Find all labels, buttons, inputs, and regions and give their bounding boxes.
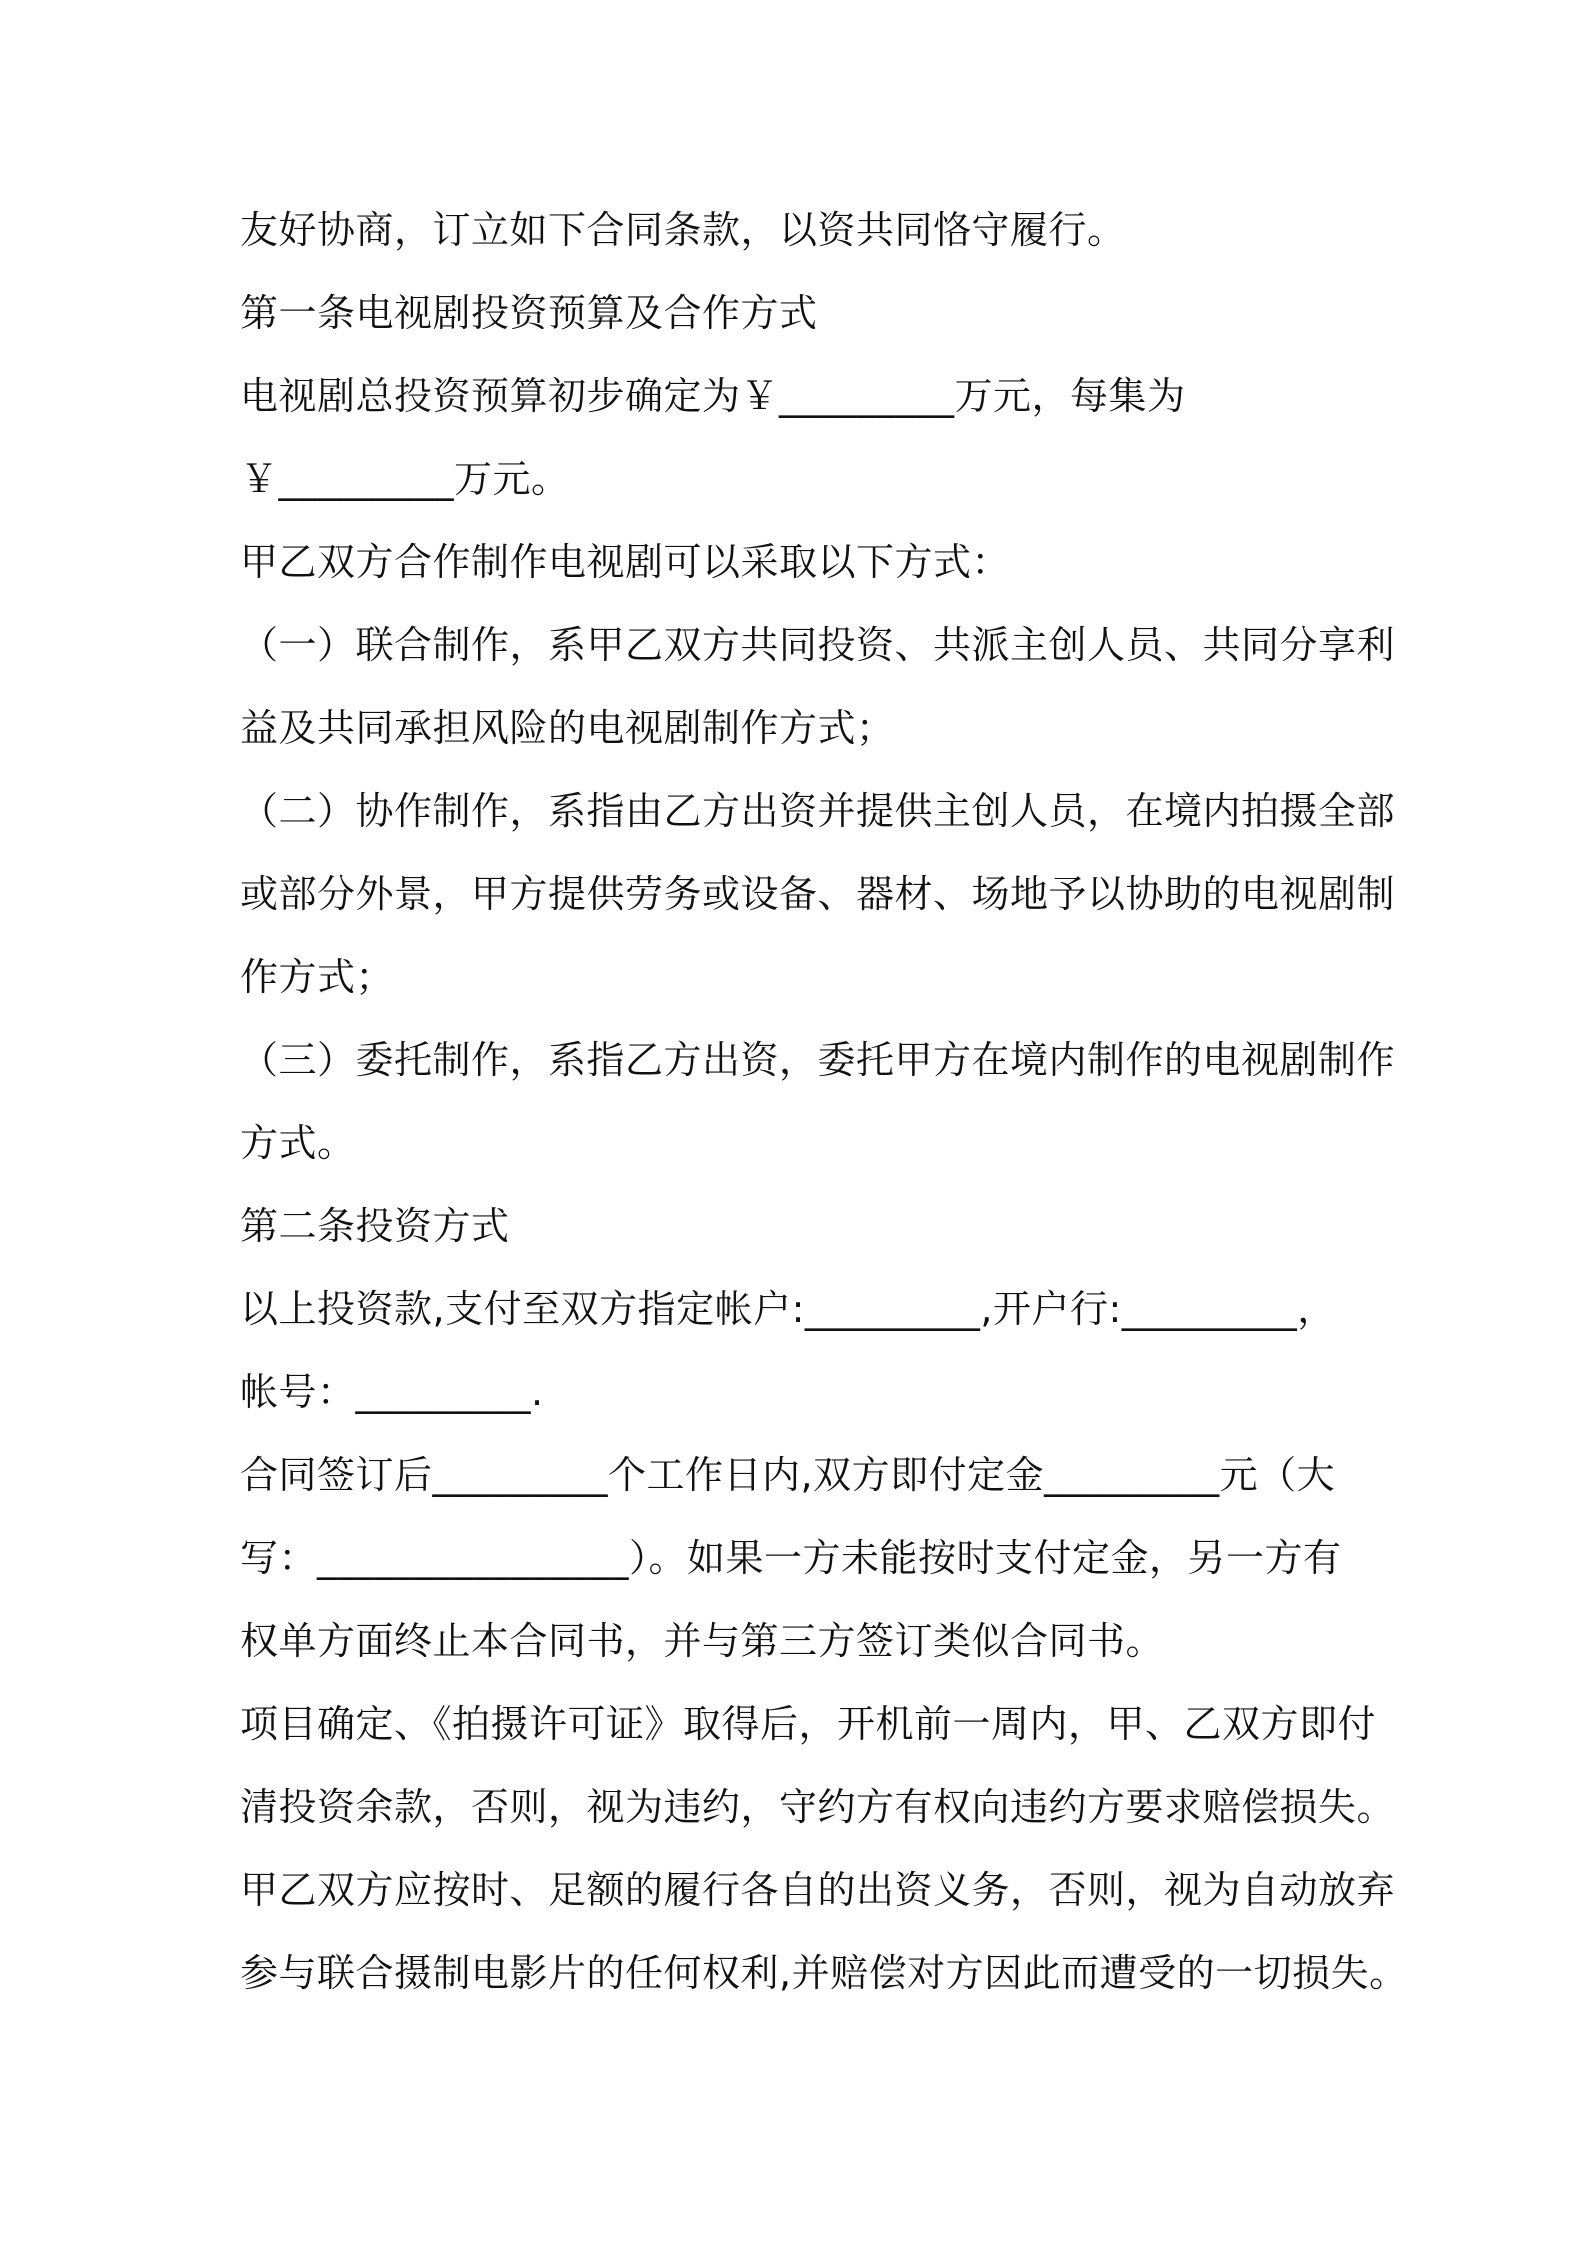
text-line: 电视剧总投资预算初步确定为￥_________万元，每集为 bbox=[240, 374, 1186, 418]
text-line: 写：________________）。如果一方未能按时支付定金，另一方有 bbox=[240, 1536, 1342, 1580]
text-line: 方式。 bbox=[240, 1121, 356, 1165]
text-line: 或部分外景，甲方提供劳务或设备、器材、场地予以协助的电视剧制 bbox=[240, 872, 1396, 916]
text-line: 参与联合摄制电影片的任何权利,并赔偿对方因此而遭受的一切损失。 bbox=[240, 1951, 1408, 1995]
text-line: 甲乙双方合作制作电视剧可以采取以下方式： bbox=[240, 540, 1011, 584]
text-line: 权单方面终止本合同书，并与第三方签订类似合同书。 bbox=[240, 1619, 1165, 1663]
section-heading: 第一条电视剧投资预算及合作方式 bbox=[240, 291, 818, 335]
text-line: ￥_________万元。 bbox=[240, 457, 570, 501]
text-line: 友好协商，订立如下合同条款，以资共同恪守履行。 bbox=[240, 208, 1126, 252]
text-line: 项目确定、《拍摄许可证》取得后，开机前一周内，甲、乙双方即付 bbox=[240, 1702, 1377, 1746]
text-line: （三）委托制作，系指乙方出资，委托甲方在境内制作的电视剧制作 bbox=[240, 1038, 1396, 1082]
text-line: 甲乙双方应按时、足额的履行各自的出资义务，否则，视为自动放弃 bbox=[240, 1868, 1396, 1912]
text-line: （二）协作制作，系指由乙方出资并提供主创人员，在境内拍摄全部 bbox=[240, 789, 1396, 833]
text-line: 清投资余款，否则，视为违约，守约方有权向违约方要求赔偿损失。 bbox=[240, 1785, 1396, 1829]
text-line: 合同签订后_________个工作日内,双方即付定金_________元（大 bbox=[240, 1453, 1336, 1497]
text-line: 以上投资款,支付至双方指定帐户:_________,开户行:_________， bbox=[240, 1287, 1336, 1331]
text-line: 作方式； bbox=[240, 955, 395, 999]
text-line: （一）联合制作，系甲乙双方共同投资、共派主创人员、共同分享利 bbox=[240, 623, 1396, 667]
section-heading: 第二条投资方式 bbox=[240, 1204, 510, 1248]
text-line: 益及共同承担风险的电视剧制作方式； bbox=[240, 706, 895, 750]
text-line: 帐号：_________. bbox=[240, 1370, 544, 1414]
